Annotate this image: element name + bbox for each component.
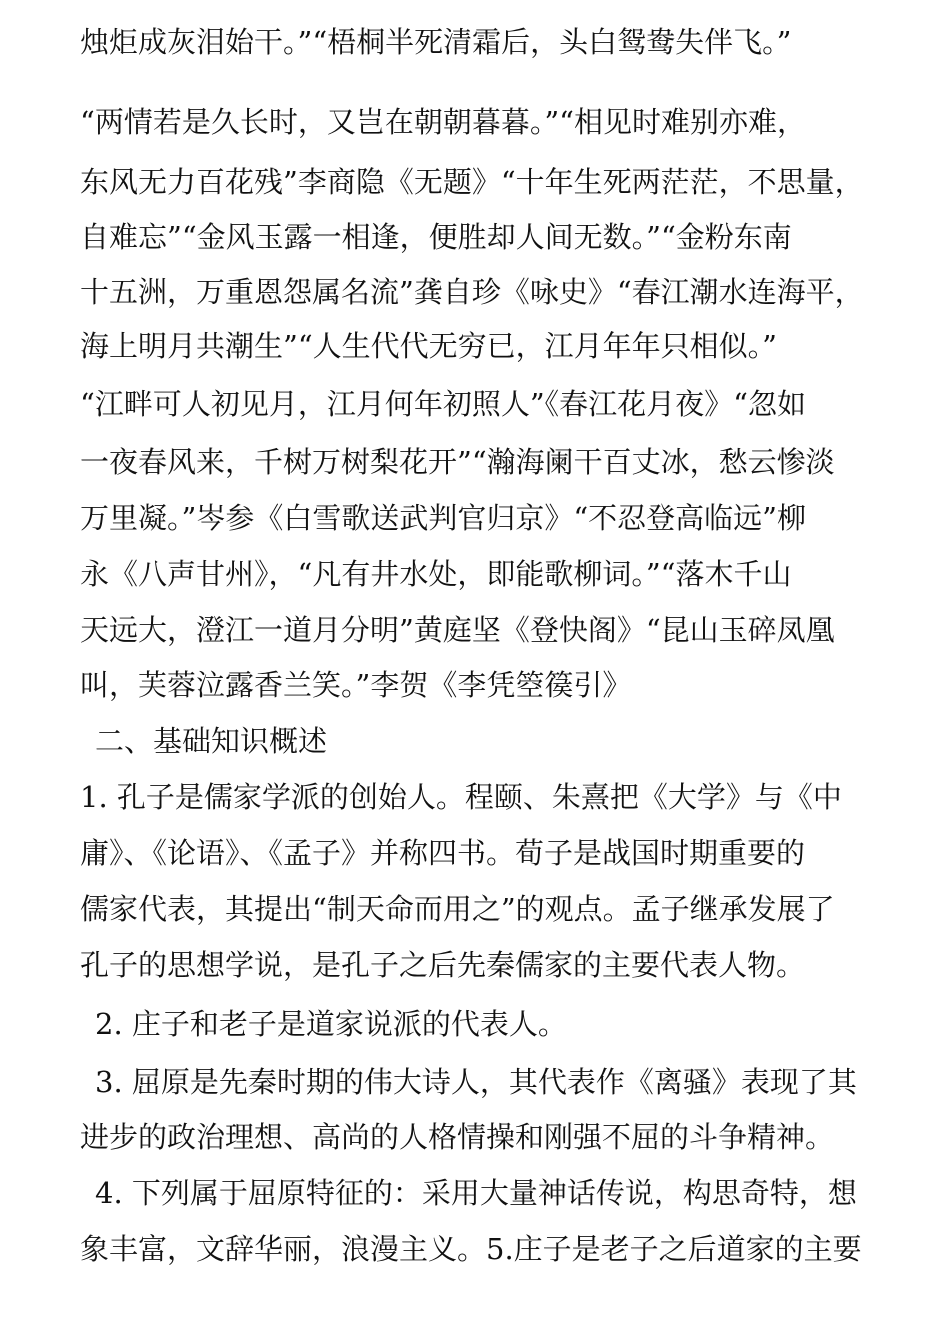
- text-line: 永《八声甘州》，“凡有井水处，即能歌柳词。”“落木千山: [80, 557, 792, 591]
- text-line: 十五洲，万重恩怨属名流”龚自珍《咏史》“春江潮水连海平，: [80, 275, 864, 309]
- text-line: 4. 下列属于屈原特征的：采用大量神话传说，构思奇特，想: [95, 1176, 857, 1210]
- text-line: 2. 庄子和老子是道家说派的代表人。: [95, 1007, 567, 1041]
- text-line: 万里凝。”岑参《白雪歌送武判官归京》“不忍登高临远”柳: [80, 501, 806, 535]
- text-line: 天远大，澄江一道月分明”黄庭坚《登快阁》“昆山玉碎凤凰: [80, 613, 835, 647]
- text-line: 象丰富，文辞华丽，浪漫主义。5.庄子是老子之后道家的主要: [80, 1232, 862, 1266]
- text-line: 儒家代表，其提出“制天命而用之”的观点。孟子继承发展了: [80, 892, 835, 926]
- text-line: 烛炬成灰泪始干。”“梧桐半死清霜后，头白鸳鸯失伴飞。”: [80, 25, 792, 59]
- text-line: 自难忘”“金风玉露一相逢，便胜却人间无数。”“金粉东南: [80, 220, 792, 254]
- text-line: “江畔可人初见月，江月何年初照人”《春江花月夜》“忽如: [80, 387, 806, 421]
- text-line: 庸》、《论语》、《孟子》并称四书。荀子是战国时期重要的: [80, 836, 806, 870]
- text-line: 3. 屈原是先秦时期的伟大诗人，其代表作《离骚》表现了其: [95, 1065, 857, 1099]
- text-line: 叫，芙蓉泣露香兰笑。”李贺《李凭箜篌引》: [80, 668, 632, 702]
- text-line: 孔子的思想学说，是孔子之后先秦儒家的主要代表人物。: [80, 948, 806, 982]
- text-line: 1. 孔子是儒家学派的创始人。程颐、朱熹把《大学》与《中: [80, 780, 842, 814]
- text-line: 东风无力百花残”李商隐《无题》“十年生死两茫茫，不思量，: [80, 165, 864, 199]
- text-line: 一夜春风来，千树万树梨花开”“瀚海阑干百丈冰，愁云惨淡: [80, 445, 835, 479]
- section-heading: 二、基础知识概述: [95, 724, 328, 758]
- text-line: 海上明月共潮生”“人生代代无穷已，江月年年只相似。”: [80, 329, 777, 363]
- text-line: 进步的政治理想、高尚的人格情操和刚强不屈的斗争精神。: [80, 1120, 835, 1154]
- text-line: “两情若是久长时，又岂在朝朝暮暮。”“相见时难别亦难，: [80, 105, 806, 139]
